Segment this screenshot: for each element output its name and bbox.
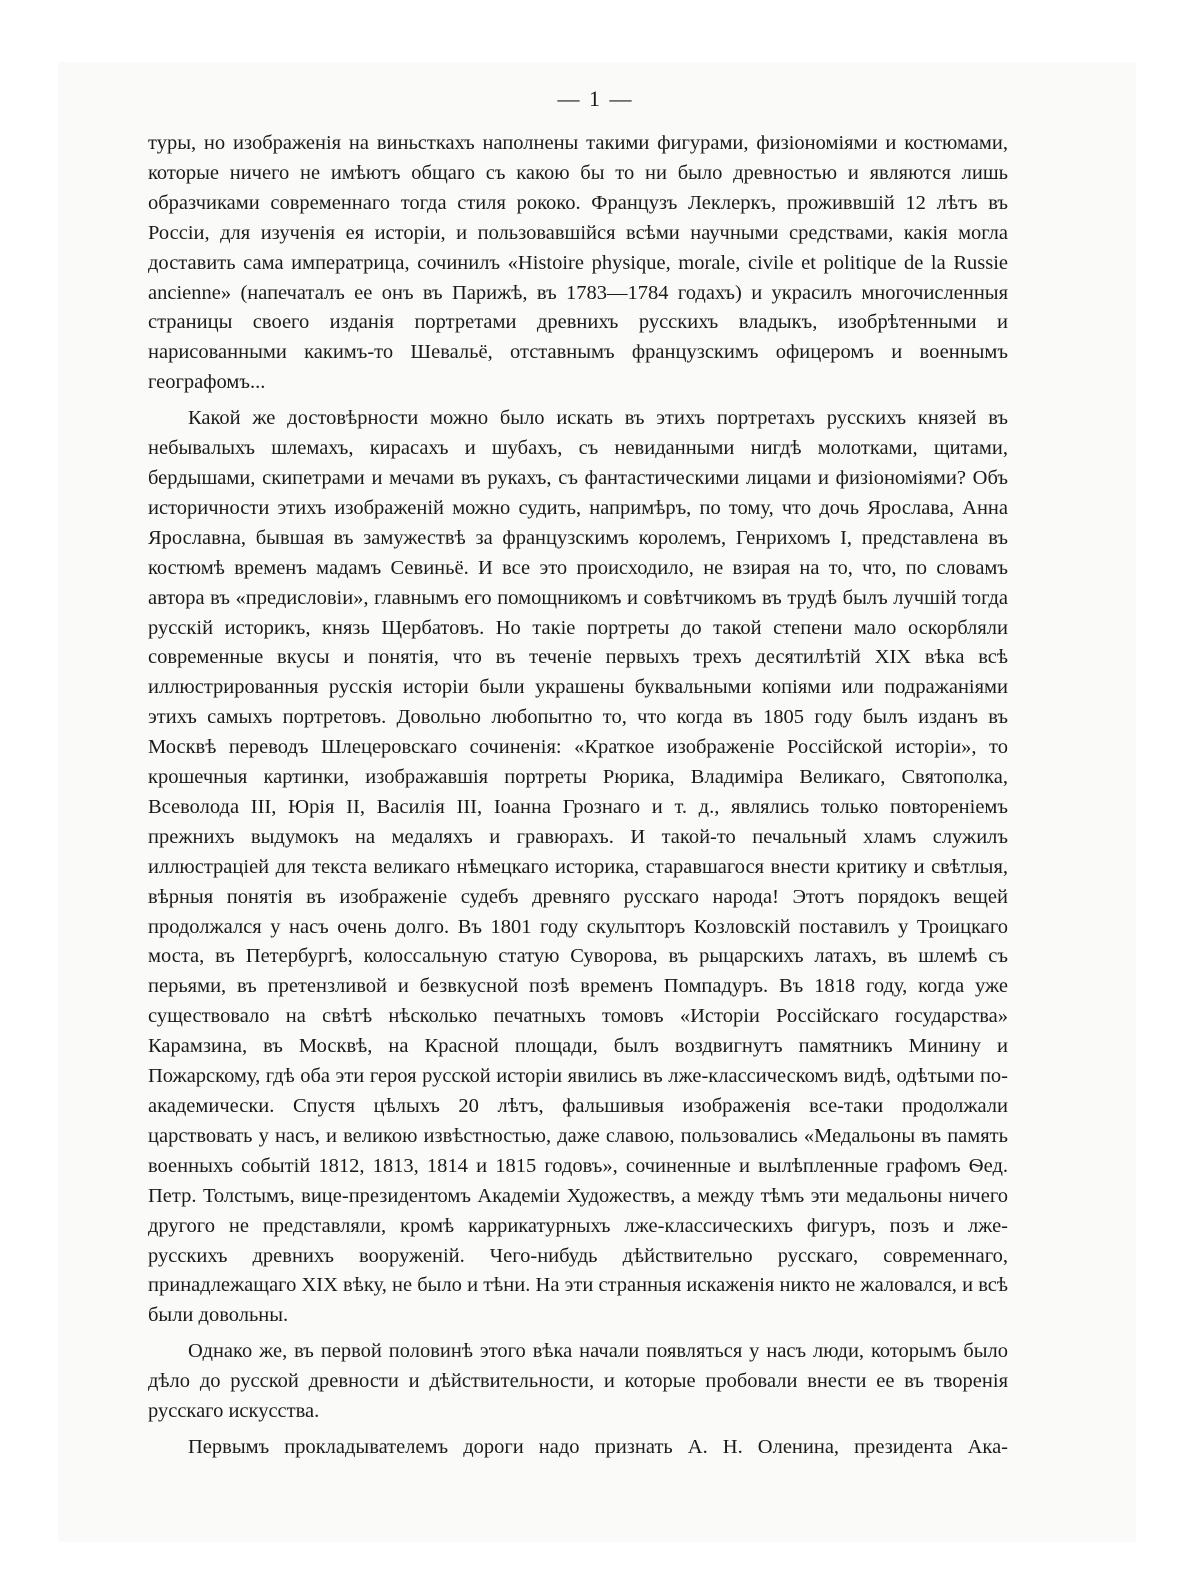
page-number: — 1 — xyxy=(557,86,634,111)
paragraph-olenin: Первымъ прокладывателемъ дороги надо признать А. Н. Оленина, президента Ака- xyxy=(188,1435,1008,1458)
body-text xyxy=(148,129,1008,1463)
paragraph-first-half-century: Однако же, въ первой половинѣ этого вѣка начали появляться у насъ люди, которымъ было дѣло до русской древности и дѣйствительности, и которые пробовали внести ее въ творенія русскаго искусства. xyxy=(148,1340,1008,1423)
paragraph-continued: туры, но изображенія на виньсткахъ наполнены такими фигурами, физіономіями и костюмами, которые ничего не имѣютъ общаго съ какою бы то ни было древностью и являются лишь образчиками современнаго тогда стиля рококо. Французъ Леклеркъ, проживвшій 12 лѣтъ въ Россіи, для изученія ея исторіи, и пользовавшійся всѣми научными средствами, какія могла доставить сама императрица, сочинилъ «Histoire physique, morale, civile et politique de la Russie ancienne» (напечаталъ ее онъ въ Парижѣ, въ 1783—1784 годахъ) и украсилъ многочисленныя страницы своего изданія портретами древнихъ русскихъ владыкъ, изобрѣтенными и нарисованными какимъ-то Шевальё, отставнымъ французскимъ офицеромъ и военнымъ географомъ... xyxy=(148,132,1008,394)
paragraph-portraits: Какой же достовѣрности можно было искать въ этихъ портретахъ русскихъ князей въ небывалыхъ шлемахъ, кирасахъ и шубахъ, съ невиданными нигдѣ молотками, щитами, бердышами, скипетрами и мечами въ рукахъ, съ фантастическими лицами и физіономіями? Объ историчности этихъ изображеній можно судить, напримѣръ, по тому, что дочь Ярослава, Анна Ярославна, бывшая въ замужествѣ за французскимъ королемъ, Генрихомъ I, представлена въ костюмѣ временъ мадамъ Севиньё. И все это происходило, не взирая на то, что, по словамъ автора въ «предисловіи», главнымъ его помощникомъ и совѣтчикомъ въ трудѣ былъ лучшій тогда русскій историкъ, князь Щербатовъ. Но такіе портреты до такой степени мало оскорбляли современные вкусы и понятія, что въ теченіе первыхъ трехъ десятилѣтій XIX вѣка всѣ иллюстрированныя русскія исторіи были украшены буквальными копіями или подражаніями этихъ самыхъ портретовъ. Довольно любопытно то, что когда въ 1805 году былъ изданъ въ Москвѣ переводъ Шлецеровскаго сочиненія: «Краткое изображеніе Россійской исторіи», то крошечныя картинки, изображавшія портреты Рюрика, Владиміра Великаго, Святополка, Всеволода III, Юрія II, Василія III, Іоанна Грознаго и т. д., являлись только повтореніемъ прежнихъ выдумокъ на медаляхъ и гравюрахъ. И такой-то печальный хламъ служилъ иллюстраціей для текста великаго нѣмецкаго историка, старавшагося внести критику и свѣтлыя, вѣрныя понятія въ изображеніе судебъ древняго русскаго народа! Этотъ порядокъ вещей продолжался у насъ очень долго. Въ 1801 году скульпторъ Козловскій поставилъ у Троицкаго моста, въ Петербургѣ, колоссальную статую Суворова, въ рыцарскихъ латахъ, въ шлемѣ съ перьями, въ претензливой и безвкусной позѣ временъ Помпадуръ. Въ 1818 году, когда уже существовало на свѣтѣ нѣсколько печатныхъ томовъ «Исторіи Россійскаго государства» Карамзина, въ Москвѣ, на Красной площади, былъ воздвигнутъ памятникъ Минину и Пожарскому, гдѣ оба эти героя русской исторіи явились въ лже-классическомъ видѣ, одѣтыми по-академически. Спустя цѣлыхъ 20 лѣтъ, фальшивыя изображенія все-таки продолжали царствовать у насъ, и великою извѣстностью, даже славою, пользовались «Медальоны въ память военныхъ событій 1812, 1813, 1814 и 1815 годовъ», сочиненные и вылѣпленные графомъ Ѳед. Петр. Толстымъ, вице-президентомъ Академіи Художествъ, а между тѣмъ эти медальоны ничего другого не представляли, кромѣ каррикатурныхъ лже-классическихъ фигуръ, позъ и лже-русскихъ древнихъ вооруженій. Чего-нибудь дѣйствительно русскаго, современнаго, принадлежащаго XIX вѣку, не было и тѣни. На эти странныя искаженія никто не жаловался, и всѣ были довольны. xyxy=(148,407,1008,1327)
